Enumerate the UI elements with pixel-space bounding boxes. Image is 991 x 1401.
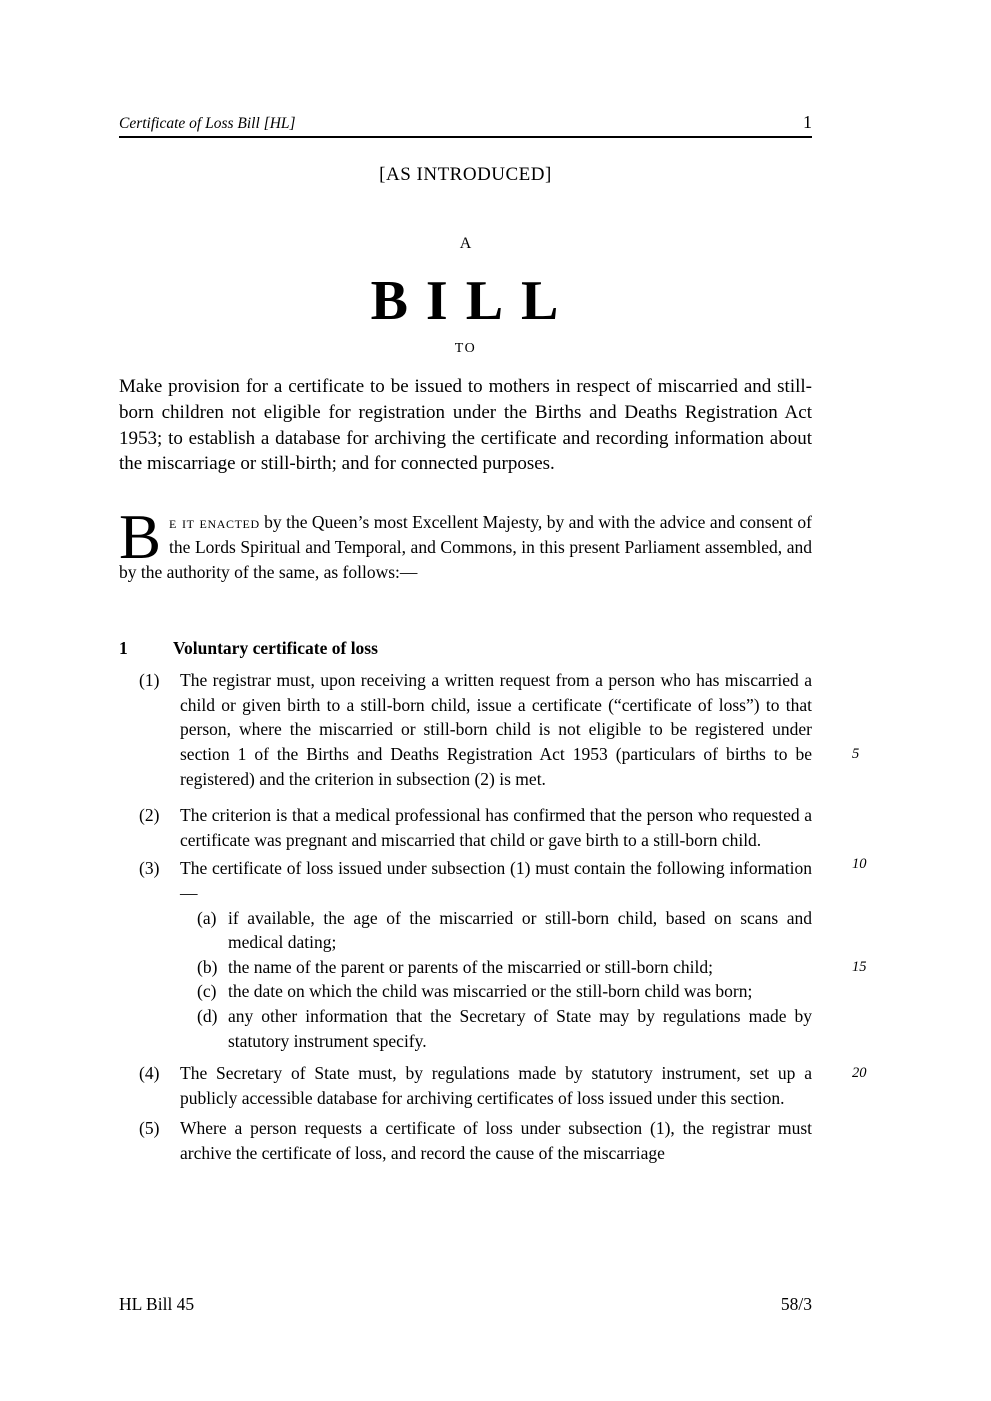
page-content [119, 0, 867, 1165]
paragraph-b-number: (b) [197, 956, 218, 977]
to-word: TO [454, 341, 477, 356]
page-number: 1 [803, 112, 812, 132]
subsection-3-body: The certificate of loss issued under subsection (1) must contain the following information— [180, 858, 812, 903]
paragraph-b [180, 955, 867, 980]
section-heading [119, 637, 812, 659]
footer-session-id: 58/3 [780, 1294, 812, 1314]
page-footer [119, 1294, 812, 1315]
subsection-3-number: (3) [139, 858, 160, 879]
subsection-2-text [180, 803, 867, 873]
long-title: Make provision for a certificate to be issued to mothers in respect of miscarried and still-born children not eligible for registration under the Births and Deaths Registration Act 1953; to establish a database for archiving the certificate and recording information about the miscarriage or still-birth; and for connected purposes. [119, 376, 812, 475]
paragraph-a-number: (a) [197, 907, 217, 928]
enacting-clause [119, 502, 812, 585]
paragraph-b-body: the name of the parent or parents of the miscarried or still-born child; [228, 956, 713, 977]
paragraph-c [180, 979, 812, 1004]
paragraph-a-body: if available, the age of the miscarried or still-born child, based on scans and medical dating; [228, 907, 812, 953]
paragraph-c-body: the date on which the child was miscarried or the still-born child was born; [228, 981, 753, 1002]
subsection-5 [119, 1116, 812, 1165]
line-number-5: 5 [852, 745, 860, 762]
paragraph-d [180, 1004, 812, 1053]
line-number-20: 20 [852, 1065, 867, 1082]
doc-title: Certificate of Loss Bill [HL] [119, 115, 296, 132]
line-number-15: 15 [852, 958, 867, 975]
subsection-4-text [180, 1061, 867, 1110]
footer-bill-id: HL Bill 45 [119, 1294, 195, 1314]
enacting-dropcap: B [119, 502, 162, 573]
subsection-2 [119, 803, 867, 873]
subsection-5-number: (5) [139, 1118, 160, 1139]
subsection-4 [119, 1061, 867, 1110]
article-a: A [459, 235, 472, 252]
subsection-1 [119, 668, 860, 791]
subsection-4-body: The Secretary of State must, by regulations made by statutory instrument, set up a publicly accessible database for archiving certificates of loss issued under this section. [180, 1063, 812, 1108]
enacting-text: by the Queen’s most Excellent Majesty, by and with the advice and consent of the Lords Spiritual and Temporal, and Commons, in this present Parliament assembled, and by the authority of the same, as follows:— [119, 512, 812, 583]
running-header [119, 0, 812, 138]
paragraph-b-text [228, 955, 867, 980]
paragraph-a-text [228, 906, 812, 955]
subsection-1-body: The registrar must, upon receiving a written request from a person who has miscarried a child or given birth to a still-born child, issue a certificate (“certificate of loss”) to that person, where the miscarried or still-born child is not eligible to be registered under section 1 of the Births and Deaths Registration Act 1953 (particulars of births to be registered) and the criterion in subsection (2) is met. [180, 670, 812, 789]
paragraph-d-number: (d) [197, 1005, 218, 1026]
section-title: Voluntary certificate of loss [173, 638, 378, 659]
line-number-10: 10 [852, 856, 867, 873]
subsection-4-number: (4) [139, 1063, 160, 1084]
section-number: 1 [119, 638, 128, 659]
paragraph-c-text [228, 979, 812, 1004]
status-line: [AS INTRODUCED] [379, 164, 552, 185]
subsection-2-body: The criterion is that a medical professional has confirmed that the person who requested a certificate was pregnant and miscarried that child or gave birth to a still-born child. [180, 805, 812, 850]
paragraph-d-body: any other information that the Secretary of State may by regulations made by statutory instrument specify. [228, 1005, 812, 1051]
subsection-1-text [180, 668, 860, 791]
paragraph-c-number: (c) [197, 981, 217, 1002]
paragraph-a [180, 906, 812, 955]
subsection-2-number: (2) [139, 805, 160, 826]
enacting-smallcaps: e it enacted [169, 512, 260, 533]
subsection-5-body: Where a person requests a certificate of loss under subsection (1), the registrar must archive the certificate of loss, and record the cause of the miscarriage [180, 1118, 812, 1163]
subsection-1-number: (1) [139, 670, 160, 691]
subsection-5-text [180, 1116, 812, 1165]
paragraph-d-text [228, 1004, 812, 1053]
bill-title: BILL [370, 270, 577, 332]
